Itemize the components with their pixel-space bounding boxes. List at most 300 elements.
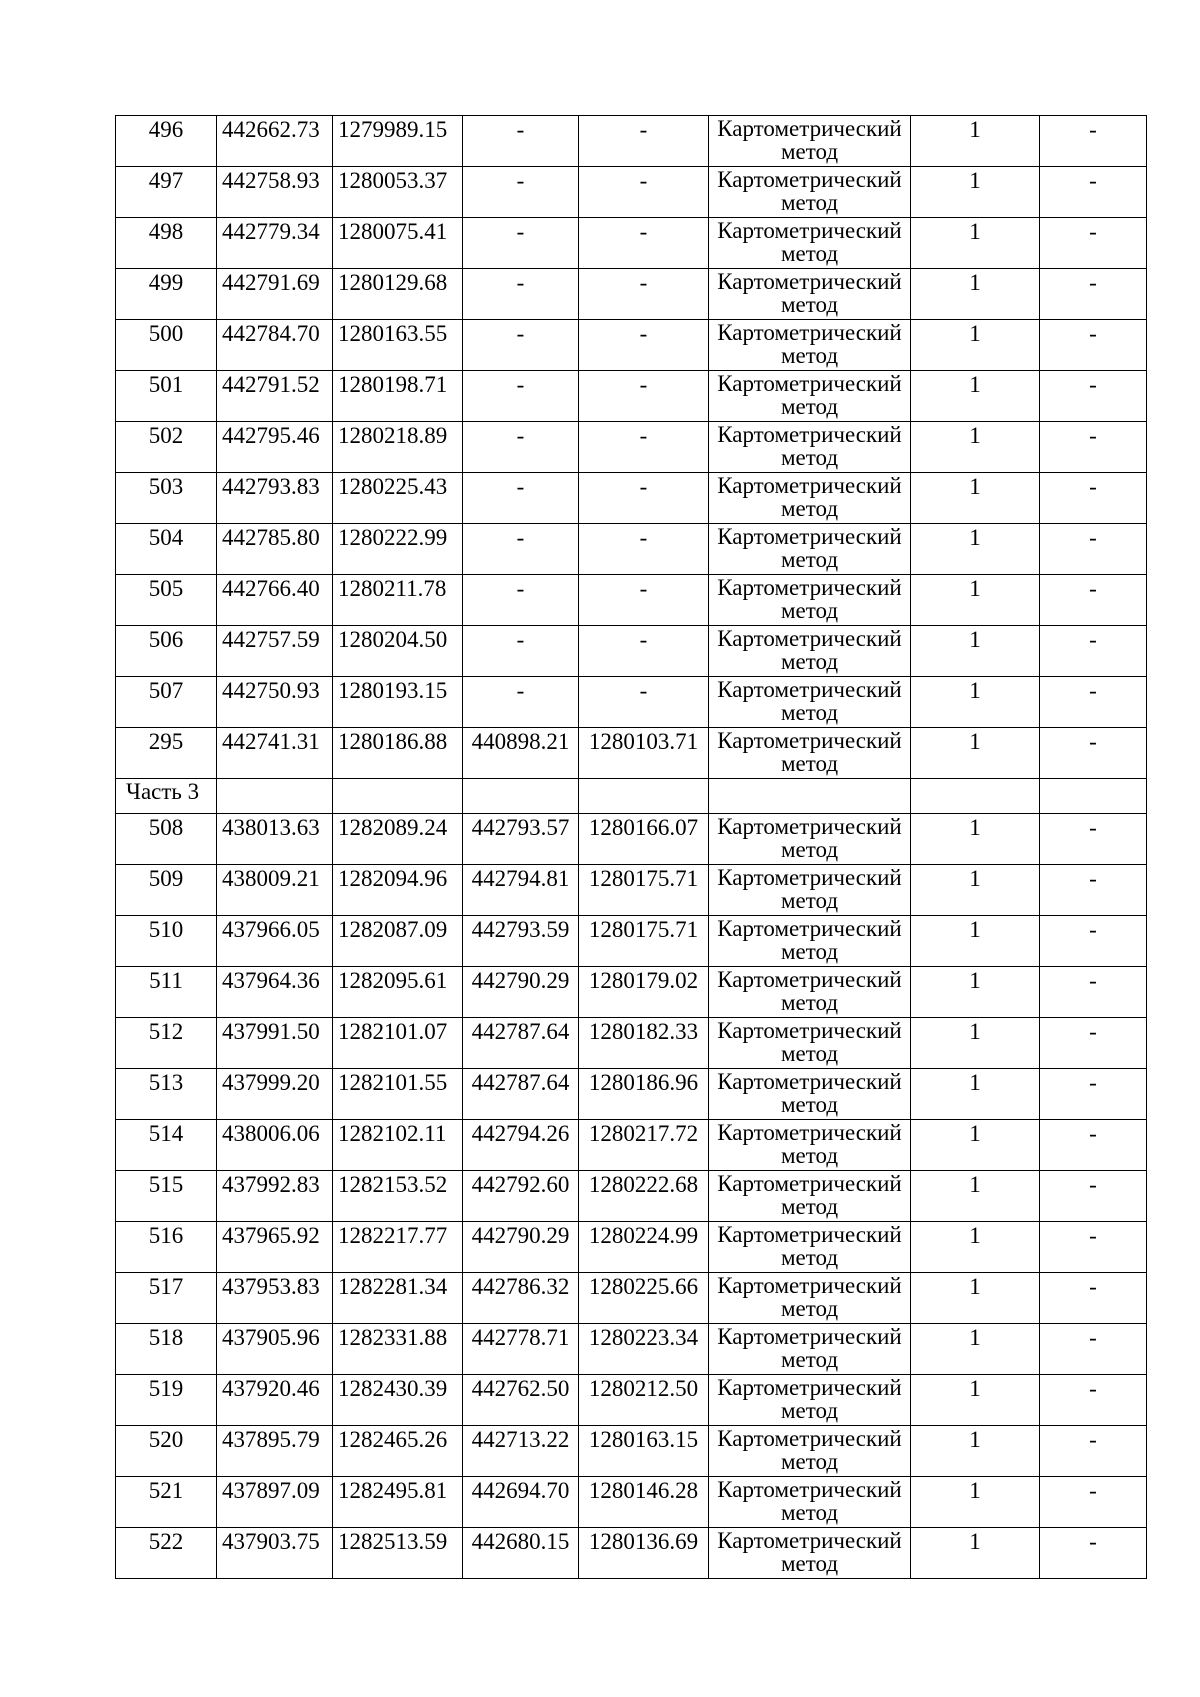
accuracy-text: 1 [969,576,981,601]
y-coordinate-cell [333,524,463,575]
table-row [116,1375,1147,1426]
method-text: Картометрический метод [717,524,902,572]
accuracy-text: 1 [969,168,981,193]
method-text: Картометрический метод [717,1273,902,1321]
accuracy-text: 1 [969,1121,981,1146]
y-old-coordinate-text: 1280224.99 [588,1223,699,1248]
y-old-coordinate-cell [579,626,709,677]
x-coordinate-text: 437920.46 [222,1376,320,1401]
x-old-coordinate-cell [463,967,579,1018]
y-coordinate-text: 1280222.99 [338,525,448,550]
x-coordinate-text: 442758.93 [222,168,320,193]
x-coordinate-cell [217,916,333,967]
point-number-cell [116,320,217,371]
y-old-coordinate-text: 1280136.69 [588,1529,699,1554]
y-coordinate-cell [333,269,463,320]
point-number-text: 498 [148,219,184,244]
y-coordinate-cell [333,1324,463,1375]
description-text: - [1089,1172,1097,1197]
y-coordinate-text: 1280204.50 [338,627,448,652]
method-cell [709,320,911,371]
y-old-coordinate-cell [579,1375,709,1426]
y-old-coordinate-cell [579,1069,709,1120]
method-text: Картометрический метод [717,814,902,862]
accuracy-cell [911,524,1040,575]
y-old-coordinate-text: 1280103.71 [588,729,699,754]
method-text: Картометрический метод [717,916,902,964]
y-coordinate-text: 1280129.68 [338,270,448,295]
x-coordinate-text: 437905.96 [222,1325,320,1350]
accuracy-text: 1 [969,1325,981,1350]
point-number-cell [116,814,217,865]
y-old-coordinate-cell [579,167,709,218]
accuracy-text: 1 [969,117,981,142]
point-number-text: 512 [148,1019,184,1044]
table-row [116,1426,1147,1477]
x-old-coordinate-text: 442792.60 [471,1172,570,1197]
accuracy-text: 1 [969,815,981,840]
method-cell [709,916,911,967]
y-coordinate-cell [333,116,463,167]
x-old-coordinate-cell [463,1069,579,1120]
accuracy-text: 1 [969,1274,981,1299]
accuracy-cell [911,1426,1040,1477]
point-number-text: 505 [148,576,184,601]
empty-cell [1040,779,1147,814]
x-coordinate-text: 437991.50 [222,1019,320,1044]
table-row [116,524,1147,575]
y-old-coordinate-text: 1280186.96 [588,1070,699,1095]
description-cell [1040,728,1147,779]
x-old-coordinate-text: 442794.26 [471,1121,570,1146]
table-row [116,677,1147,728]
method-cell [709,1528,911,1579]
accuracy-cell [911,916,1040,967]
point-number-text: 506 [148,627,184,652]
y-coordinate-text: 1282089.24 [338,815,448,840]
y-old-coordinate-cell [579,814,709,865]
description-text: - [1089,815,1097,840]
method-cell [709,865,911,916]
description-text: - [1089,729,1097,754]
method-cell [709,116,911,167]
point-number-cell [116,575,217,626]
y-old-coordinate-cell [579,371,709,422]
x-old-coordinate-text: - [516,576,525,601]
y-old-coordinate-text: - [639,372,648,397]
description-cell [1040,1324,1147,1375]
x-coordinate-text: 437992.83 [222,1172,320,1197]
point-number-cell [116,1528,217,1579]
description-text: - [1089,1274,1097,1299]
y-old-coordinate-cell [579,575,709,626]
description-cell [1040,1018,1147,1069]
x-old-coordinate-cell [463,1171,579,1222]
x-coordinate-cell [217,1426,333,1477]
x-old-coordinate-text: 442794.81 [471,866,570,891]
accuracy-cell [911,626,1040,677]
part-label: Часть 3 [126,779,200,804]
point-number-text: 521 [148,1478,184,1503]
point-number-cell [116,1069,217,1120]
x-coordinate-cell [217,524,333,575]
method-text: Картометрический метод [717,967,902,1015]
table-row [116,1273,1147,1324]
point-number-cell [116,1324,217,1375]
point-number-cell [116,116,217,167]
y-coordinate-text: 1282513.59 [338,1529,448,1554]
y-coordinate-cell [333,1426,463,1477]
description-cell [1040,320,1147,371]
description-cell [1040,1477,1147,1528]
table-row [116,269,1147,320]
x-coordinate-text: 442791.69 [222,270,320,295]
description-text: - [1089,219,1097,244]
x-old-coordinate-cell [463,626,579,677]
method-cell [709,1171,911,1222]
x-old-coordinate-text: 442713.22 [471,1427,570,1452]
point-number-cell [116,473,217,524]
y-old-coordinate-text: - [639,627,648,652]
table-row [116,116,1147,167]
y-coordinate-cell [333,865,463,916]
x-old-coordinate-text: - [516,372,525,397]
description-cell [1040,967,1147,1018]
x-coordinate-text: 442750.93 [222,678,320,703]
x-old-coordinate-cell [463,575,579,626]
y-old-coordinate-text: 1280182.33 [588,1019,699,1044]
point-number-cell [116,1171,217,1222]
x-coordinate-text: 438013.63 [222,815,320,840]
description-text: - [1089,474,1097,499]
description-cell [1040,269,1147,320]
y-old-coordinate-text: 1280223.34 [588,1325,699,1350]
accuracy-cell [911,1375,1040,1426]
method-cell [709,814,911,865]
y-old-coordinate-cell [579,967,709,1018]
table-row [116,422,1147,473]
table-row [116,1222,1147,1273]
point-number-text: 499 [148,270,184,295]
empty-cell [911,779,1040,814]
method-text: Картометрический метод [717,677,902,725]
point-number-cell [116,1426,217,1477]
point-number-cell [116,1477,217,1528]
point-number-text: 520 [148,1427,184,1452]
point-number-text: 514 [148,1121,184,1146]
x-old-coordinate-text: 440898.21 [471,729,570,754]
x-coordinate-cell [217,1324,333,1375]
y-coordinate-cell [333,422,463,473]
accuracy-cell [911,575,1040,626]
x-coordinate-text: 442795.46 [222,423,320,448]
y-coordinate-text: 1280193.15 [338,678,448,703]
table-row [116,1477,1147,1528]
y-coordinate-cell [333,814,463,865]
method-cell [709,1273,911,1324]
x-old-coordinate-text: - [516,474,525,499]
point-number-text: 516 [148,1223,184,1248]
point-number-cell [116,677,217,728]
method-cell [709,626,911,677]
table-row [116,218,1147,269]
x-coordinate-text: 437895.79 [222,1427,320,1452]
x-old-coordinate-cell [463,422,579,473]
description-cell [1040,422,1147,473]
x-coordinate-cell [217,167,333,218]
table-row [116,916,1147,967]
x-coordinate-text: 437965.92 [222,1223,320,1248]
description-text: - [1089,627,1097,652]
method-cell [709,728,911,779]
description-text: - [1089,117,1097,142]
point-number-text: 496 [148,117,184,142]
y-old-coordinate-cell [579,218,709,269]
point-number-cell [116,1222,217,1273]
x-coordinate-cell [217,218,333,269]
description-cell [1040,1120,1147,1171]
description-text: - [1089,1121,1097,1146]
x-old-coordinate-text: - [516,627,525,652]
method-cell [709,422,911,473]
description-text: - [1089,576,1097,601]
point-number-text: 507 [148,678,184,703]
description-cell [1040,218,1147,269]
method-text: Картометрический метод [717,865,902,913]
x-coordinate-text: 442757.59 [222,627,320,652]
y-coordinate-text: 1282102.11 [338,1121,447,1146]
empty-cell [463,779,579,814]
table-row [116,167,1147,218]
x-old-coordinate-cell [463,728,579,779]
accuracy-cell [911,1222,1040,1273]
description-text: - [1089,1019,1097,1044]
y-old-coordinate-text: 1280146.28 [588,1478,699,1503]
table-row [116,575,1147,626]
method-text: Картометрический метод [717,1120,902,1168]
point-number-text: 502 [148,423,184,448]
y-coordinate-text: 1280163.55 [338,321,448,346]
y-coordinate-cell [333,320,463,371]
x-old-coordinate-text: 442793.59 [471,917,570,942]
method-cell [709,473,911,524]
y-old-coordinate-cell [579,269,709,320]
description-text: - [1089,525,1097,550]
point-number-text: 517 [148,1274,184,1299]
x-old-coordinate-text: 442787.64 [471,1019,570,1044]
x-coordinate-cell [217,422,333,473]
method-text: Картометрический метод [717,1528,902,1576]
table-row [116,1324,1147,1375]
x-old-coordinate-cell [463,865,579,916]
accuracy-cell [911,814,1040,865]
x-old-coordinate-text: 442793.57 [471,815,570,840]
description-text: - [1089,678,1097,703]
x-coordinate-text: 437966.05 [222,917,320,942]
x-coordinate-cell [217,320,333,371]
table-row [116,1171,1147,1222]
method-text: Картометрический метод [717,626,902,674]
point-number-cell [116,422,217,473]
method-cell [709,1222,911,1273]
x-coordinate-text: 442766.40 [222,576,320,601]
y-old-coordinate-text: 1280225.66 [588,1274,699,1299]
accuracy-cell [911,865,1040,916]
method-text: Картометрический метод [717,1171,902,1219]
point-number-cell [116,269,217,320]
y-coordinate-cell [333,967,463,1018]
accuracy-cell [911,1273,1040,1324]
x-old-coordinate-text: 442790.29 [471,1223,570,1248]
y-coordinate-cell [333,371,463,422]
y-coordinate-text: 1282101.07 [338,1019,448,1044]
accuracy-cell [911,371,1040,422]
method-text: Картометрический метод [717,1324,902,1372]
accuracy-text: 1 [969,1070,981,1095]
accuracy-cell [911,1018,1040,1069]
x-old-coordinate-text: - [516,423,525,448]
point-number-text: 295 [148,729,184,754]
accuracy-text: 1 [969,1019,981,1044]
accuracy-cell [911,422,1040,473]
x-coordinate-text: 442793.83 [222,474,320,499]
x-coordinate-text: 438009.21 [222,866,320,891]
x-old-coordinate-text: 442694.70 [471,1478,570,1503]
point-number-cell [116,167,217,218]
y-coordinate-cell [333,916,463,967]
x-old-coordinate-text: - [516,219,525,244]
description-text: - [1089,917,1097,942]
table-row [116,967,1147,1018]
y-old-coordinate-text: - [639,117,648,142]
point-number-cell [116,371,217,422]
method-text: Картометрический метод [717,269,902,317]
y-old-coordinate-text: 1280217.72 [588,1121,699,1146]
x-old-coordinate-cell [463,473,579,524]
x-old-coordinate-text: - [516,678,525,703]
coordinates-table [115,115,1147,1579]
y-old-coordinate-text: - [639,474,648,499]
accuracy-text: 1 [969,372,981,397]
x-coordinate-text: 437953.83 [222,1274,320,1299]
description-text: - [1089,270,1097,295]
description-text: - [1089,423,1097,448]
description-text: - [1089,1427,1097,1452]
y-coordinate-text: 1282331.88 [338,1325,448,1350]
y-old-coordinate-cell [579,1477,709,1528]
x-old-coordinate-cell [463,167,579,218]
table-row [116,728,1147,779]
y-coordinate-text: 1280218.89 [338,423,448,448]
x-coordinate-cell [217,1477,333,1528]
table-row [116,865,1147,916]
description-text: - [1089,372,1097,397]
method-cell [709,1375,911,1426]
table-row [116,1528,1147,1579]
point-number-text: 511 [149,968,183,993]
description-cell [1040,814,1147,865]
description-cell [1040,626,1147,677]
method-text: Картометрический метод [717,1477,902,1525]
y-coordinate-cell [333,1477,463,1528]
point-number-text: 510 [148,917,184,942]
x-old-coordinate-text: 442790.29 [471,968,570,993]
coordinates-table-body [116,116,1147,1579]
description-text: - [1089,1325,1097,1350]
accuracy-cell [911,967,1040,1018]
accuracy-cell [911,728,1040,779]
description-cell [1040,1528,1147,1579]
accuracy-text: 1 [969,321,981,346]
y-coordinate-cell [333,626,463,677]
description-cell [1040,473,1147,524]
description-text: - [1089,1376,1097,1401]
y-coordinate-cell [333,167,463,218]
x-coordinate-text: 442741.31 [222,729,320,754]
y-old-coordinate-text: 1280175.71 [588,917,699,942]
method-cell [709,1324,911,1375]
y-coordinate-text: 1282087.09 [338,917,448,942]
description-cell [1040,116,1147,167]
y-old-coordinate-cell [579,1120,709,1171]
accuracy-cell [911,473,1040,524]
description-cell [1040,524,1147,575]
y-old-coordinate-cell [579,422,709,473]
x-old-coordinate-cell [463,320,579,371]
method-cell [709,167,911,218]
y-coordinate-text: 1282101.55 [338,1070,448,1095]
y-coordinate-cell [333,218,463,269]
y-coordinate-cell [333,677,463,728]
table-row [116,626,1147,677]
x-old-coordinate-text: - [516,117,525,142]
table-row [116,814,1147,865]
x-old-coordinate-text: - [516,168,525,193]
point-number-text: 508 [148,815,184,840]
y-coordinate-cell [333,1222,463,1273]
x-old-coordinate-cell [463,1222,579,1273]
accuracy-text: 1 [969,1223,981,1248]
method-cell [709,1018,911,1069]
table-row [116,473,1147,524]
description-text: - [1089,1478,1097,1503]
description-cell [1040,167,1147,218]
accuracy-text: 1 [969,219,981,244]
description-cell [1040,371,1147,422]
x-old-coordinate-text: 442787.64 [471,1070,570,1095]
x-coordinate-cell [217,626,333,677]
x-old-coordinate-cell [463,677,579,728]
description-cell [1040,1069,1147,1120]
empty-cell [579,779,709,814]
description-text: - [1089,321,1097,346]
accuracy-text: 1 [969,1478,981,1503]
method-cell [709,1120,911,1171]
method-text: Картометрический метод [717,422,902,470]
accuracy-cell [911,167,1040,218]
point-number-text: 500 [148,321,184,346]
accuracy-text: 1 [969,627,981,652]
x-old-coordinate-text: - [516,270,525,295]
method-text: Картометрический метод [717,1426,902,1474]
accuracy-cell [911,1120,1040,1171]
method-cell [709,1069,911,1120]
accuracy-text: 1 [969,1529,981,1554]
accuracy-cell [911,320,1040,371]
point-number-text: 504 [148,525,184,550]
accuracy-text: 1 [969,729,981,754]
point-number-cell [116,626,217,677]
